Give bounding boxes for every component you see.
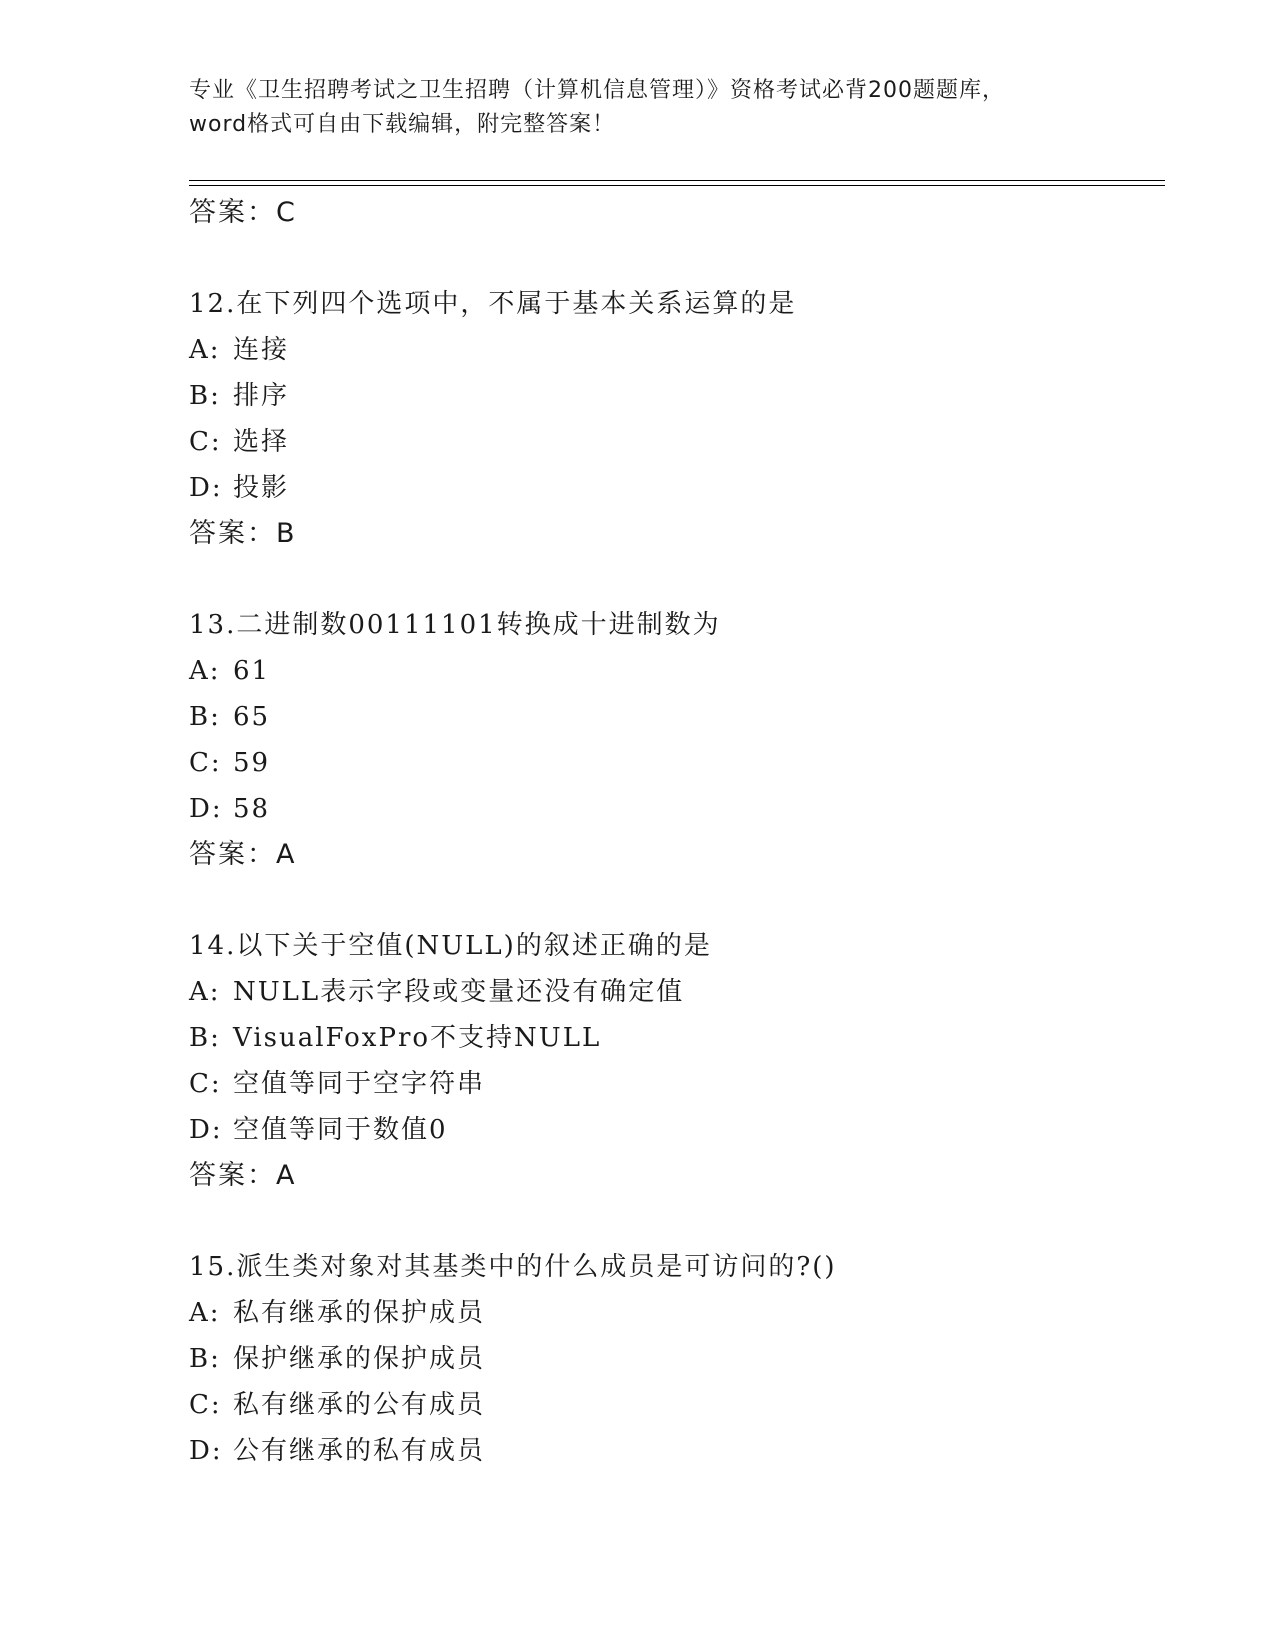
- option-key: D:: [189, 473, 223, 503]
- option-text: 公有继承的私有成员: [233, 1436, 486, 1466]
- question-14-option-a: [189, 969, 1149, 1015]
- question-12-option-a: [189, 327, 1149, 373]
- spacer: [189, 878, 1149, 923]
- option-text: VisualFoxPro不支持NULL: [233, 1023, 602, 1053]
- option-text: 保护继承的保护成员: [233, 1344, 486, 1374]
- question-15-text: 15.派生类对象对其基类中的什么成员是可访问的?(): [189, 1252, 837, 1282]
- option-key: B:: [189, 702, 221, 732]
- question-14-option-c: [189, 1061, 1149, 1107]
- option-key: B:: [189, 381, 221, 411]
- option-key: D:: [189, 1115, 223, 1145]
- question-12-text: 12.在下列四个选项中，不属于基本关系运算的是: [189, 289, 797, 319]
- option-key: A:: [189, 335, 221, 365]
- option-text: 选择: [233, 427, 290, 457]
- spacer: [189, 557, 1149, 602]
- question-15-option-b: [189, 1336, 1149, 1382]
- question-15-option-d: [189, 1428, 1149, 1474]
- option-key: C:: [189, 427, 222, 457]
- question-12-option-b: [189, 373, 1149, 419]
- option-key: D:: [189, 1436, 223, 1466]
- document-header: [189, 74, 1089, 142]
- option-text: NULL表示字段或变量还没有确定值: [233, 977, 685, 1007]
- question-14-text: 14.以下关于空值(NULL)的叙述正确的是: [189, 931, 712, 961]
- question-14-answer: 答案：A: [189, 1160, 297, 1191]
- option-text: 65: [233, 702, 271, 732]
- option-key: A:: [189, 656, 221, 686]
- header-divider-bottom: [189, 185, 1165, 186]
- option-text: 61: [233, 656, 271, 686]
- header-line-1: 专业《卫生招聘考试之卫生招聘（计算机信息管理）》资格考试必背200题题库，: [189, 78, 1005, 103]
- spacer: [189, 1199, 1149, 1244]
- question-13-answer: 答案：A: [189, 839, 297, 870]
- spacer: [189, 236, 1149, 281]
- option-key: B:: [189, 1344, 221, 1374]
- question-13-option-d: [189, 786, 1149, 832]
- question-14-option-b: [189, 1015, 1149, 1061]
- option-text: 私有继承的公有成员: [233, 1390, 486, 1420]
- answer-line: 答案：C: [189, 197, 297, 228]
- question-15-option-c: [189, 1382, 1149, 1428]
- question-13-option-c: [189, 740, 1149, 786]
- question-13-option-b: [189, 694, 1149, 740]
- option-key: C:: [189, 748, 222, 778]
- header-divider-top: [189, 180, 1165, 181]
- option-text: 空值等同于空字符串: [233, 1069, 486, 1099]
- option-text: 投影: [233, 473, 290, 503]
- option-text: 59: [233, 748, 271, 778]
- option-text: 空值等同于数值0: [233, 1115, 448, 1145]
- question-13-option-a: [189, 648, 1149, 694]
- header-line-2: word格式可自由下载编辑，附完整答案！: [189, 112, 616, 137]
- question-14-option-d: [189, 1107, 1149, 1153]
- option-key: C:: [189, 1069, 222, 1099]
- option-text: 排序: [233, 381, 290, 411]
- option-text: 58: [233, 794, 271, 824]
- question-12-answer: 答案：B: [189, 518, 297, 549]
- question-13-text: 13.二进制数00111101转换成十进制数为: [189, 610, 721, 640]
- option-text: 连接: [233, 335, 290, 365]
- option-text: 私有继承的保护成员: [233, 1298, 486, 1328]
- option-key: D:: [189, 794, 223, 824]
- question-15-option-a: [189, 1290, 1149, 1336]
- question-12-option-c: [189, 419, 1149, 465]
- option-key: A:: [189, 1298, 221, 1328]
- question-list: [189, 190, 1149, 1474]
- option-key: C:: [189, 1390, 222, 1420]
- option-key: B:: [189, 1023, 221, 1053]
- question-12-option-d: [189, 465, 1149, 511]
- option-key: A:: [189, 977, 221, 1007]
